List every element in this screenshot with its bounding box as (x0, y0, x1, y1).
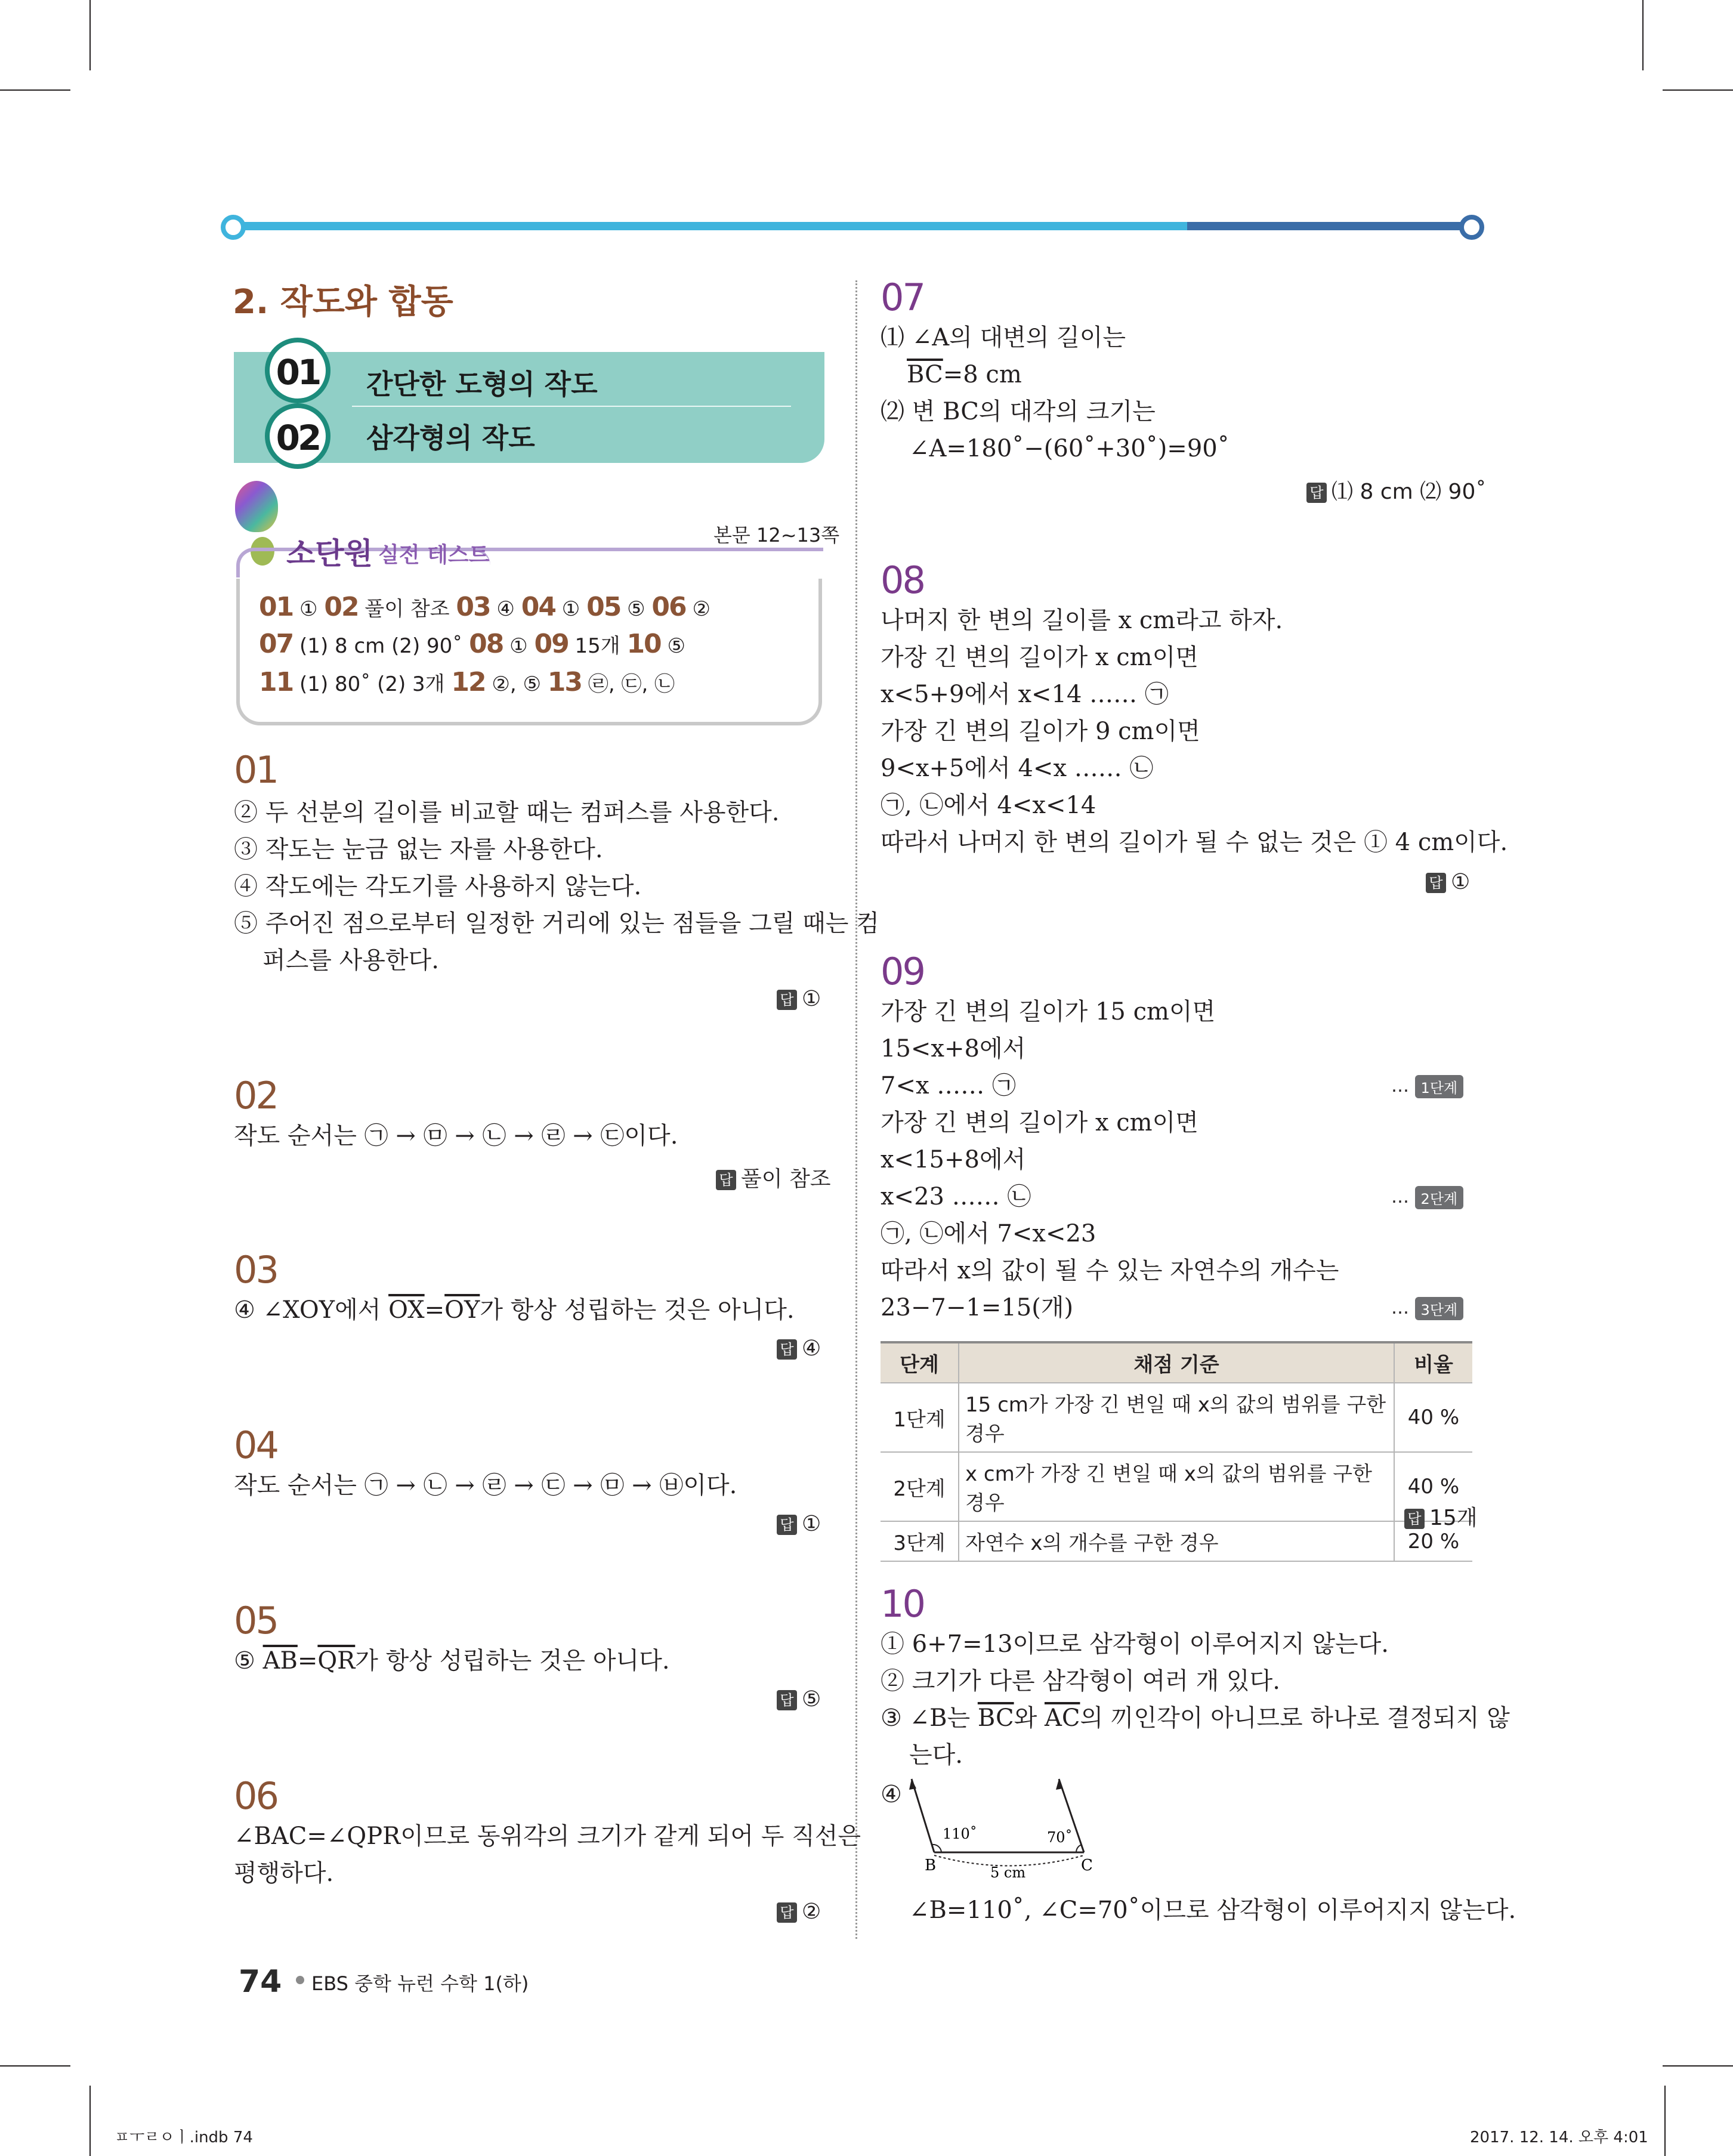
table-cell: x cm가 가장 긴 변일 때 x의 값의 범위를 구한 경우 (959, 1452, 1394, 1521)
q08-line: 9<x+5에서 4<x …… ㉡ (881, 755, 1154, 782)
summary-item-number: 03 (456, 592, 490, 622)
unit-title-2: 삼각형의 작도 (366, 422, 535, 454)
question-number: 06 (234, 1774, 277, 1818)
crop-mark (0, 2065, 70, 2067)
question-number: 04 (234, 1423, 277, 1467)
summary-item-number: 02 (324, 592, 359, 622)
question-number: 05 (234, 1599, 277, 1642)
answer-mark-icon: 답 (1306, 483, 1327, 503)
header-bar-dark (1187, 222, 1473, 230)
page-number: 74 (239, 1964, 282, 2000)
q09-line: x<15+8에서 (881, 1146, 1026, 1173)
q01-line: ④ 작도에는 각도기를 사용하지 않는다. (234, 873, 642, 900)
q07-line: ⑴ ∠A의 대변의 길이는 (881, 324, 1126, 351)
unit-number-badge-1: 01 (265, 338, 330, 403)
table-row (881, 1383, 1472, 1452)
test-pages: 본문 12~13쪽 (713, 524, 840, 546)
question-number: 09 (881, 950, 924, 993)
question-number: 10 (881, 1582, 924, 1626)
summary-row-1 (259, 592, 711, 622)
summary-item-answer: ① (503, 634, 535, 658)
question-number: 07 (881, 276, 924, 319)
q10-line: ① 6+7=13이므로 삼각형이 이루어지지 않는다. (881, 1630, 1389, 1658)
footer-dot (296, 1976, 304, 1984)
crop-mark (89, 0, 91, 70)
test-label: 소단원 (286, 536, 373, 571)
figure-angle-c: 70˚ (1047, 1829, 1073, 1846)
q10-line: ∠B=110˚, ∠C=70˚이므로 삼각형이 이루어지지 않는다. (909, 1896, 1516, 1924)
table-header-cell: 단계 (881, 1342, 959, 1383)
question-number: 01 (234, 748, 277, 792)
q10-line: ② 크기가 다른 삼각형이 여러 개 있다. (881, 1667, 1280, 1695)
q05-answer: 답 ⑤ (777, 1687, 821, 1712)
summary-item-number: 01 (259, 592, 294, 622)
test-sublabel: 실전 테스트 (378, 543, 490, 567)
summary-row-2 (259, 629, 685, 659)
q09-line: 23−7−1=15(개) (881, 1294, 1074, 1321)
summary-item-number: 12 (451, 667, 486, 697)
table-cell: 40 % (1394, 1383, 1472, 1452)
q04-answer: 답 ① (777, 1512, 821, 1536)
summary-item-number: 04 (521, 592, 555, 622)
table-header-cell: 비율 (1394, 1342, 1472, 1383)
column-divider (855, 280, 857, 1939)
summary-item-number: 08 (469, 629, 503, 659)
crop-mark (1663, 2065, 1733, 2067)
answer-mark-icon: 답 (777, 1515, 797, 1535)
q01-line: ③ 작도는 눈금 없는 자를 사용한다. (234, 836, 603, 863)
q01-line: ⑤ 주어진 점으로부터 일정한 거리에 있는 점들을 그릴 때는 컴 (234, 910, 879, 937)
summary-item-answer: ⑤ (620, 597, 652, 621)
q02-line: 작도 순서는 ㉠ → ㉤ → ㉡ → ㉣ → ㉢이다. (234, 1122, 678, 1150)
summary-item-answer: ⑤ (660, 634, 685, 658)
q01-line: ② 두 선분의 길이를 비교할 때는 컴퍼스를 사용한다. (234, 799, 780, 826)
crop-mark (0, 89, 70, 91)
header-bar-dot-right (1459, 215, 1484, 240)
summary-item-number: 06 (651, 592, 686, 622)
file-name: ㅍㅜㄹㅇㅣ.indb 74 (115, 2129, 253, 2146)
table-cell: 1단계 (881, 1383, 959, 1452)
q09-line: 가장 긴 변의 길이가 15 cm이면 (881, 998, 1216, 1026)
q08-line: 가장 긴 변의 길이가 x cm이면 (881, 644, 1198, 671)
q03-line: ④ ∠XOY에서 $\overline{OX}=\overline{OY}$가 항상 성립하는 것은 아니다. (234, 1296, 795, 1324)
book-title: EBS 중학 뉴런 수학 1(하) (311, 1972, 529, 1995)
summary-item-answer: ① (293, 597, 325, 621)
question-number: 03 (234, 1248, 277, 1292)
summary-item-answer: ② (685, 597, 711, 621)
q08-line: x<5+9에서 x<14 …… ㉠ (881, 681, 1169, 708)
figure-angle-b: 110˚ (943, 1826, 977, 1842)
stage-badge-2: … 2단계 (1391, 1186, 1463, 1209)
table-cell: 40 % (1394, 1452, 1472, 1521)
header-bar-light (233, 222, 1187, 230)
q05-line: ⑤ $\overline{AB}=\overline{QR}$가 항상 성립하는 것은 아니다. (234, 1647, 670, 1675)
table-cell: 2단계 (881, 1452, 959, 1521)
table-cell: 3단계 (881, 1521, 959, 1561)
q09-line: x<23 …… ㉡ (881, 1183, 1031, 1210)
stage-badge-1: … 1단계 (1391, 1075, 1463, 1098)
q07-line: ⑵ 변 BC의 대각의 크기는 (881, 398, 1156, 425)
q08-line: ㉠, ㉡에서 4<x<14 (881, 792, 1096, 819)
summary-item-answer: 풀이 참조 (358, 597, 456, 621)
answer-mark-icon: 답 (716, 1170, 736, 1190)
section-title: 2. 작도와 합동 (233, 283, 453, 322)
answer-mark-icon: 답 (777, 990, 797, 1010)
answer-mark-icon: 답 (1404, 1509, 1425, 1529)
answer-mark-icon: 답 (1426, 873, 1446, 893)
unit-title-1: 간단한 도형의 작도 (366, 368, 598, 400)
q10-line: ④ (881, 1781, 902, 1808)
q10-line: ③ ∠B는 $\overline{BC}$와 $\overline{AC}$의 끼인각이 아니므로 하나로 결정되지 않 (881, 1704, 1510, 1732)
summary-item-number: 09 (534, 629, 569, 659)
summary-item-answer: (1) 80˚ (2) 3개 (293, 672, 452, 696)
summary-item-answer: ㉣, ㉢, ㉡ (582, 672, 675, 696)
table-row (881, 1452, 1472, 1521)
table-header-cell: 채점 기준 (959, 1342, 1394, 1383)
summary-item-number: 07 (259, 629, 294, 659)
answer-mark-icon: 답 (777, 1902, 797, 1923)
q06-line: 평행하다. (234, 1860, 334, 1887)
summary-item-answer: ②, ⑤ (485, 672, 548, 696)
triangle-figure (907, 1772, 1104, 1885)
q07-line: ∠A=180˚−(60˚+30˚)=90˚ (909, 435, 1230, 462)
summary-item-answer: 15개 (568, 634, 627, 658)
figure-length: 5 cm (990, 1864, 1026, 1881)
q08-line: 따라서 나머지 한 변의 길이가 될 수 없는 것은 ① 4 cm이다. (881, 829, 1508, 856)
q10-line: 는다. (909, 1741, 963, 1769)
table-cell: 15 cm가 가장 긴 변일 때 x의 값의 범위를 구한 경우 (959, 1383, 1394, 1452)
table-row (881, 1521, 1472, 1561)
summary-row-3 (259, 667, 675, 697)
grading-table (881, 1341, 1472, 1562)
header-bar-dot-left (221, 215, 246, 240)
q09-line: 15<x+8에서 (881, 1035, 1026, 1062)
question-number: 02 (234, 1074, 277, 1117)
q03-answer: 답 ④ (777, 1336, 821, 1361)
q08-line: 나머지 한 변의 길이를 x cm라고 하자. (881, 607, 1283, 634)
summary-item-answer: ④ (490, 597, 521, 621)
figure-ray-b (912, 1779, 934, 1852)
q01-line: 퍼스를 사용한다. (262, 947, 439, 974)
crop-mark (89, 2086, 91, 2156)
banner-divider (352, 406, 791, 407)
q02-answer: 답 풀이 참조 (716, 1162, 831, 1193)
figure-label-b: B (925, 1857, 937, 1874)
q07-answer: 답 ⑴ 8 cm ⑵ 90˚ (1306, 475, 1486, 505)
q09-line: ㉠, ㉡에서 7<x<23 (881, 1220, 1096, 1247)
answer-mark-icon: 답 (777, 1339, 797, 1360)
q09-line: 가장 긴 변의 길이가 x cm이면 (881, 1109, 1198, 1136)
summary-item-number: 11 (259, 667, 294, 697)
crop-mark (1664, 2086, 1666, 2156)
summary-item-number: 13 (547, 667, 582, 697)
summary-item-answer: ① (555, 597, 587, 621)
table-cell: 자연수 x의 개수를 구한 경우 (959, 1521, 1394, 1561)
table-cell: 20 % (1394, 1521, 1472, 1561)
print-date: 2017. 12. 14. 오후 4:01 (1470, 2129, 1648, 2146)
q07-line: $\overline{BC}=8$ cm (907, 361, 1022, 388)
q06-line: ∠BAC=∠QPR이므로 동위각의 크기가 같게 되어 두 직선은 (234, 1823, 861, 1850)
unit-number-badge-2: 02 (265, 403, 330, 469)
test-header-rule (477, 548, 823, 551)
q01-answer: 답 ① (777, 987, 821, 1011)
balloon-icon (235, 481, 278, 532)
crop-mark (1642, 0, 1644, 70)
question-number: 08 (881, 558, 924, 602)
q06-answer: 답 ② (777, 1899, 821, 1924)
answer-mark-icon: 답 (777, 1690, 797, 1710)
summary-item-number: 05 (586, 592, 621, 622)
figure-label-c: C (1081, 1857, 1093, 1874)
q09-line: 7<x …… ㉠ (881, 1072, 1016, 1099)
summary-item-number: 10 (626, 629, 661, 659)
q08-answer: 답 ① (1426, 870, 1470, 894)
figure-arrow-c (1056, 1779, 1063, 1790)
q04-line: 작도 순서는 ㉠ → ㉡ → ㉣ → ㉢ → ㉤ → ㉥이다. (234, 1472, 737, 1499)
stage-badge-3: … 3단계 (1391, 1297, 1463, 1320)
q09-line: 따라서 x의 값이 될 수 있는 자연수의 개수는 (881, 1257, 1339, 1284)
crop-mark (1663, 89, 1733, 91)
table-header-row (881, 1342, 1472, 1383)
q09-answer: 답 15개 (1404, 1501, 1478, 1531)
summary-item-answer: (1) 8 cm (2) 90˚ (293, 634, 469, 658)
q08-line: 가장 긴 변의 길이가 9 cm이면 (881, 718, 1200, 745)
